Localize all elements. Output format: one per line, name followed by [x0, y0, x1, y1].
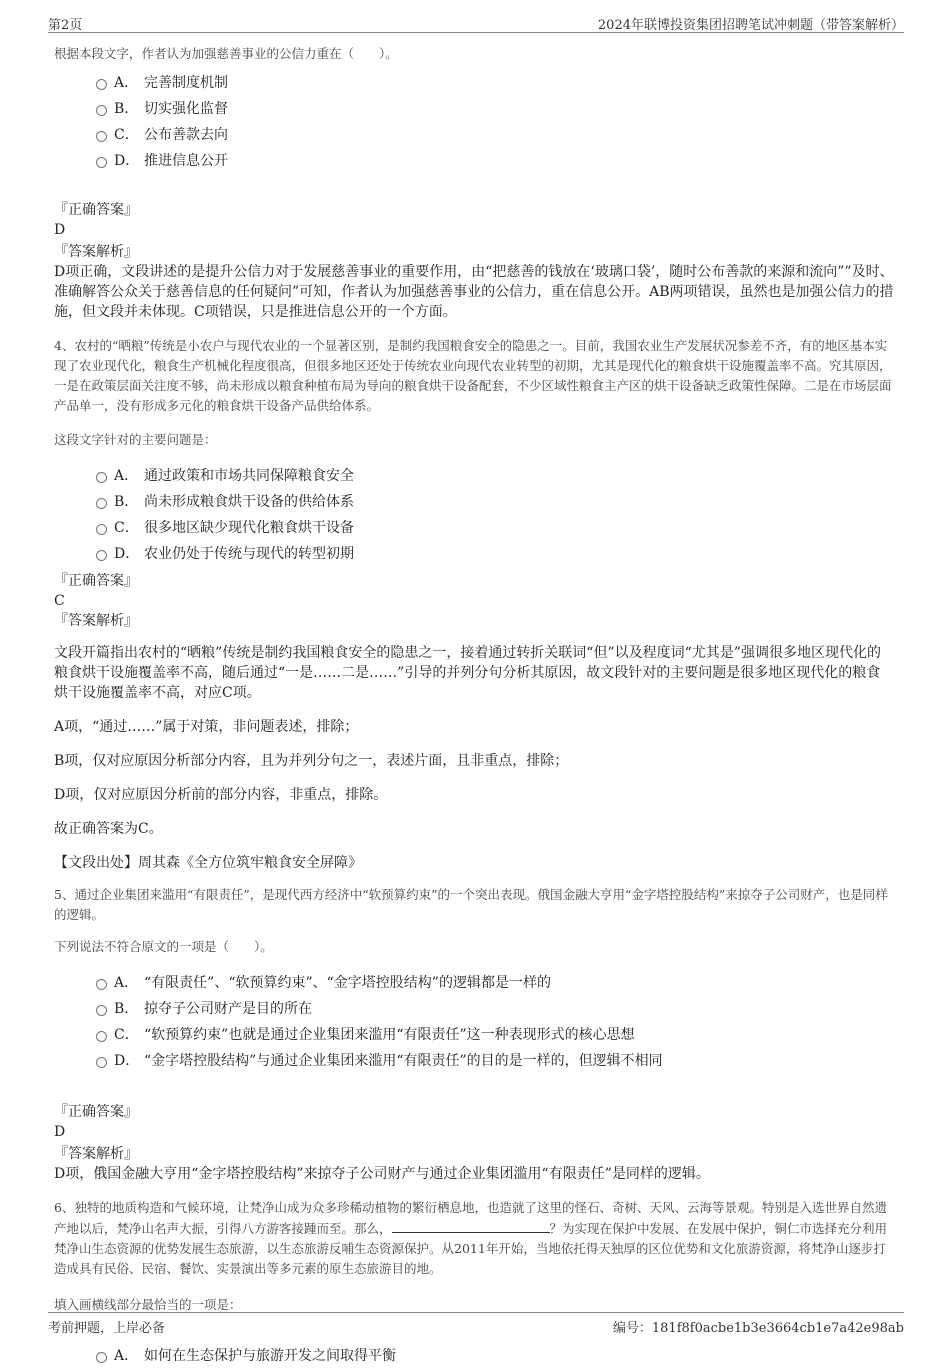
radio-icon[interactable] — [96, 131, 107, 142]
radio-icon[interactable] — [96, 1005, 107, 1016]
radio-icon[interactable] — [96, 1057, 107, 1068]
page-header — [48, 14, 904, 33]
document-serial: 编号：181f8f0acbe1b3e3664cb1e7a42e98ab — [612, 1321, 904, 1336]
option-b[interactable]: B． 掠夺子公司财产是目的所在 — [54, 996, 894, 1022]
option-a[interactable]: A． 如何在生态保护与旅游开发之间取得平衡 — [54, 1343, 894, 1369]
page-number: 第2页 — [48, 18, 83, 33]
radio-icon[interactable] — [96, 472, 107, 483]
analysis-paragraph: D项，仅对应原因分析前的部分内容，非重点，排除。 — [54, 786, 388, 803]
option-d[interactable]: D． 推进信息公开 — [54, 148, 894, 174]
option-c[interactable]: C． 公布善款去向 — [54, 122, 894, 148]
question-6-stem: 填入画横线部分最恰当的一项是： — [54, 1296, 242, 1312]
question-5-passage: 5、通过企业集团来滥用“有限责任”，是现代西方经济中“软预算约束”的一个突出表现。俄国金融大亨用“金字塔控股结构”来掠夺子公司财产，也是同样的逻辑。 — [54, 886, 888, 922]
answer-value: D — [54, 222, 66, 238]
answer-label: 『正确答案』 — [54, 1103, 138, 1120]
radio-icon[interactable] — [96, 79, 107, 90]
option-d[interactable]: D． 农业仍处于传统与现代的转型初期 — [54, 541, 894, 567]
radio-icon[interactable] — [96, 550, 107, 561]
footer-slogan: 考前押题，上岸必备 — [48, 1321, 166, 1336]
page-content — [54, 38, 894, 1369]
question-6-options — [54, 1343, 894, 1369]
analysis-label: 『答案解析』 — [54, 612, 138, 629]
analysis-paragraph: B项，仅对应原因分析部分内容，且为并列分句之一，表述片面，且非重点，排除； — [54, 752, 569, 769]
question-4-passage: 4、农村的“晒粮”传统是小农户与现代农业的一个显著区别，是制约我国粮食安全的隐患之一。目前，我国农业生产发展状况参差不齐，有的地区基本实现了农业现代化，粮食生产机械化程度很高，但很多地区还处于传统农业向现代农业转型的初期，尤其是现代化的粮食烘干设施覆盖率不高。究其原因，一是在政策层面关注度不够，尚未形成以粮食种植布局为导向的粮食烘干设备配套，不少区域性粮食主产区的烘干设备缺乏政策性保障。二是在市场层面产品单一，没有形成多元化的粮食烘干设备产品供给体系。 — [54, 338, 892, 413]
analysis-paragraph: 文段开篇指出农村的“晒粮”传统是制约我国粮食安全的隐患之一，接着通过转折关联词“但”以及程度词“尤其是”强调很多地区现代化的粮食烘干设施覆盖率不高，随后通过“一是……二是……”引导的并列分句分析其原因，故文段针对的主要问题是很多地区现代化的粮食烘干设施覆盖率不高，对应C项。 — [54, 644, 881, 701]
radio-icon[interactable] — [96, 157, 107, 168]
option-b[interactable]: B． 切实强化监督 — [54, 96, 894, 122]
radio-icon[interactable] — [96, 498, 107, 509]
radio-icon[interactable] — [96, 105, 107, 116]
analysis-label: 『答案解析』 — [54, 244, 138, 260]
question-5-options — [54, 970, 894, 1074]
question-3-options — [54, 70, 894, 174]
radio-icon[interactable] — [96, 524, 107, 535]
analysis-text: D项正确，文段讲述的是提升公信力对于发展慈善事业的重要作用，由“把慈善的钱放在‘玻璃口袋’，随时公布善款的来源和流向””及时、准确解答公众关于慈善信息的任何疑问”可知，作者认为加强慈善事业的公信力，重在信息公开。AB两项错误，虽然也是加强公信力的措施，但文段并未体现。C项错误，只是推进信息公开的一个方面。 — [54, 264, 894, 320]
option-c[interactable]: C． 很多地区缺少现代化粮食烘干设备 — [54, 515, 894, 541]
option-d[interactable]: D． “金字塔控股结构”与通过企业集团来滥用“有限责任”的目的是一样的，但逻辑不相同 — [54, 1048, 894, 1074]
radio-icon[interactable] — [96, 1031, 107, 1042]
answer-value: C — [54, 592, 65, 609]
question-3-stem: 根据本段文字，作者认为加强慈善事业的公信力重在（ ）。 — [54, 46, 398, 61]
fill-blank-line — [392, 1218, 550, 1233]
radio-icon[interactable] — [96, 1352, 107, 1363]
radio-icon[interactable] — [96, 979, 107, 990]
analysis-paragraph: A项，“通过……”属于对策，非问题表述，排除； — [54, 718, 359, 735]
answer-label: 『正确答案』 — [54, 572, 138, 589]
option-b[interactable]: B． 尚未形成粮食烘干设备的供给体系 — [54, 489, 894, 515]
page-footer — [48, 1312, 904, 1335]
source-citation: 【文段出处】周其森《全方位筑牢粮食安全屏障》 — [54, 854, 362, 871]
document-title: 2024年联博投资集团招聘笔试冲刺题（带答案解析） — [597, 18, 904, 33]
answer-value: D — [54, 1123, 66, 1140]
analysis-paragraph: 故正确答案为C。 — [54, 820, 163, 837]
analysis-text: D项，俄国金融大亨用“金字塔控股结构”来掠夺子公司财产与通过企业集团滥用“有限责任”是同样的逻辑。 — [54, 1165, 710, 1182]
question-5-stem: 下列说法不符合原文的一项是（ ）。 — [54, 939, 273, 954]
option-a[interactable]: A． 通过政策和市场共同保障粮食安全 — [54, 463, 894, 489]
option-c[interactable]: C． “软预算约束”也就是通过企业集团来滥用“有限责任”这一种表现形式的核心思想 — [54, 1022, 894, 1048]
analysis-label: 『答案解析』 — [54, 1145, 138, 1162]
question-6-passage: 6、独特的地质构造和气候环境，让梵净山成为众多珍稀动植物的繁衍栖息地，也造就了这里的怪石、奇树、天风、云海等景观。特别是入选世界自然遗产地以后，梵净山名声大振，引得八方游客接踵而至。那么， ？为实现在保护中发展、在发展中保护，铜仁市选择充分利用梵净山生态资源的优势发展生态旅游，以生态旅游反哺生态资源保护。从2011年开始，当地依托得天独厚的区位优势和文化旅游资源，将梵净山逐步打造成具有民俗、民宿、餐饮、实景演出等多元素的原生态旅游目的地。 — [54, 1199, 888, 1276]
option-a[interactable]: A． “有限责任”、“软预算约束”、“金字塔控股结构”的逻辑都是一样的 — [54, 970, 894, 996]
answer-label: 『正确答案』 — [54, 202, 138, 218]
option-a[interactable]: A． 完善制度机制 — [54, 70, 894, 96]
question-4-options — [54, 463, 894, 567]
question-4-stem: 这段文字针对的主要问题是： — [54, 432, 217, 447]
